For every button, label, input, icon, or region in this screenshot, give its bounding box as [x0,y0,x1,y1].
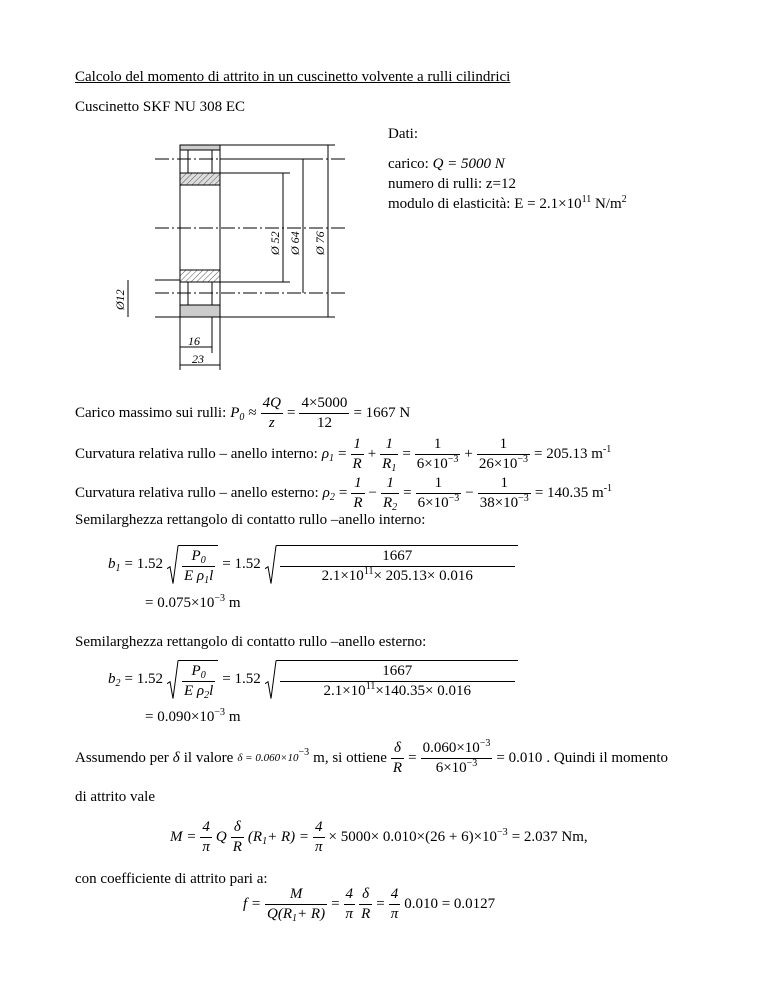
coef-result: 0.010 = 0.0127 [404,896,496,913]
frac-1-r [351,476,364,512]
coef-152: = 1.52 [124,556,163,573]
frac-den-base: R [382,455,392,472]
frac-delta-r [359,887,372,923]
dim-d52: Ø 52 [268,231,282,255]
delta-exp: −3 [298,747,310,759]
result-a: = 0.090×10 [145,709,215,725]
frac-num: 1667 [280,664,515,682]
elastic-line [388,194,627,212]
den-exp: −3 [466,757,478,769]
b2-sub: 2 [115,678,121,690]
semi-ext-result [145,707,241,725]
frac-num: 4 [344,887,356,905]
frac-num [182,664,215,682]
bearing-drawing [100,135,360,380]
curv-ext-label: Curvatura relativa rullo – anello esterno: [75,485,319,502]
semi-ext-eq [108,660,518,700]
frac-delta-r [231,820,244,856]
radical-icon [265,660,277,700]
coef-152: = 1.52 [124,671,163,688]
curv-int-result: = 205.13 m [533,446,603,463]
bearing-name: Cuscinetto SKF NU 308 EC [75,99,246,115]
page-title: Calcolo del momento di attrito in un cuscinetto volvente a rulli cilindrici [75,69,511,85]
carico-max-eq: Carico massimo sui rulli: $P_0$ ≈ $\frac{4Q}{z}$ = $\frac{4\times 5000}{12}$ = 1667 N [75,395,411,431]
assume-text-c: m, si ottiene [313,750,387,767]
frac-den-exp: −3 [518,492,529,504]
radical-icon [265,545,277,585]
frac-num: 1 [381,476,399,494]
curv-ext-result: = 140.35 m [534,485,604,502]
elastic-label: modulo di elasticità: [388,196,511,212]
frac-num: δ [359,887,372,905]
frac-num: 1 [351,476,364,494]
frac-numeric [280,549,515,585]
frac-den: R [361,905,371,922]
dim-d64: Ø 64 [288,231,302,255]
coef-152-b: = 1.52 [222,671,261,688]
assume-text-b: il valore [183,750,234,767]
num-base: 0.060×10 [422,740,480,756]
dim-d12: Ø12 [113,289,127,310]
frac-numeric [280,664,515,700]
frac-c [415,437,461,473]
den-end: + R) [297,905,326,922]
den-base: 6×10 [435,759,467,776]
coef-eq: f = $\frac{M}{Q(R_1+ R)}$ = $\frac{4}{\pi}$ $\frac{\delta}{R}$ = $\frac{4}{\pi}$ 0.010 = 0.0127 [243,886,496,924]
frac-1-r1 [380,437,398,473]
dim-w23: 23 [192,352,204,366]
frac-den: π [390,905,399,922]
semi-int-result [145,593,241,611]
carico-max-result: = 1667 N [353,405,411,422]
coef-text: con coefficiente di attrito pari a: [75,871,268,887]
frac-den-base: 38×10 [479,494,519,511]
b1-sub: 1 [115,563,121,575]
frac-4-pi [200,820,212,856]
frac-den: R [352,455,362,472]
den-exp: 11 [365,680,376,692]
p: P [191,663,201,679]
result-exp: −3 [214,593,226,604]
assume-text-a: Assumendo per [75,750,169,767]
frac-den: π [202,838,210,855]
frac-den-exp: −3 [517,453,528,465]
frac-num: 1 [415,437,461,455]
frac-den-base: 6×10 [416,455,448,472]
rho1: ρ [321,446,330,463]
frac-den: π [314,838,323,855]
sqrt-numeric [265,660,518,700]
frac-p0-erl [182,549,215,585]
carico-value: Q = 5000 N [432,156,505,172]
curv-int-eq: Curvatura relativa rullo – anello interno: $\rho_1$ = $\frac{1}{R}$ + $\frac{1}{R_1}$ = $\frac{1}{6\times 10^{-3}}$ + $\frac{1}{26\times 10^{-3}}$ = 205.13 $m^{-1}$ [75,436,612,474]
moment-eq [170,820,588,856]
curv-ext-exp: -1 [603,483,613,495]
dim-d76: Ø 76 [313,231,327,255]
rho2-sub: 2 [329,492,335,504]
radical-icon [167,660,179,700]
p-sub: 0 [200,670,206,681]
rho-sub: 1 [204,574,210,586]
frac-den: z [268,414,275,431]
l: l [209,682,214,699]
rho2: ρ [322,485,330,502]
elastic-unit: N/m [594,196,622,212]
erho: E ρ [183,682,205,699]
p0-sub: 0 [239,412,245,424]
frac-num: 4Q [261,396,283,414]
moment-result: = 2.037 Nm, [511,829,588,846]
frac-den: R [392,759,403,776]
result-unit: m [228,709,241,725]
den-exp: 11 [363,565,374,577]
sqrt-symbolic [167,545,218,585]
frac-numeric [299,396,349,432]
frac-numeric [421,738,493,777]
semi-int-heading: Semilarghezza rettangolo di contatto rullo –anello interno: [75,512,426,528]
frac-num: 1 [477,437,530,455]
frac-num: δ [231,820,244,838]
p: P [191,548,201,564]
elastic-unit-exp: 2 [621,194,627,205]
frac-den: π [345,905,354,922]
radical-icon [167,545,179,585]
frac-num: 4 [313,820,325,838]
den-b: × 205.13× 0.016 [373,567,473,584]
frac-den [416,494,462,512]
carico-max-label: Carico massimo sui rulli: [75,405,227,422]
frac-den [182,567,215,585]
paren-open: (R [247,829,263,846]
rulli-line: numero di rulli: z=12 [388,176,517,192]
sqrt-symbolic [167,660,218,700]
assume-text-d: . Quindi il momento [546,750,669,767]
curv-int-exp: -1 [602,444,612,456]
frac-num [182,549,215,567]
frac-den [381,494,399,512]
frac-den: R [232,838,242,855]
result-a: = 0.075×10 [145,595,215,611]
frac-den [478,494,531,512]
frac-1-r [351,437,364,473]
elastic-exp: 11 [581,194,592,205]
den-a: 2.1×10 [321,567,364,584]
curv-ext-eq: Curvatura relativa rullo – anello esterno: $\rho_2$ = $\frac{1}{R}$ − $\frac{1}{R_2}$ = $\frac{1}{6\times 10^{-3}}$ − $\frac{1}{38\times 10^{-3}}$ = 140.35 $m^{-1}$ [75,475,613,513]
den-a: Q(R [267,905,293,922]
frac-den-base: R [382,494,393,511]
frac-4-pi [344,887,356,923]
frac-num: 1 [416,476,462,494]
p0-symbol: P [230,405,240,422]
frac-den: 12 [316,414,332,431]
delta-value: δ = 0.060×10 [237,752,299,765]
assume-text-e: di attrito vale [75,789,155,805]
frac-d [478,476,531,512]
frac-den-sub: 2 [392,501,398,513]
frac-num: δ [391,741,404,759]
frac-p0-erl [182,664,215,700]
semi-int-eq [108,545,518,585]
assume-line: Assumendo per δ il valore $\delta = 0.060\times 10^{-3}$ m, si ottiene $\frac{\delta}{R}$ = $\frac{0.060\times 10^{-3}}{6\times 10^{-3}}$ = 0.010 . Quindi il momento [75,738,669,776]
den-a: 2.1×10 [323,682,366,699]
frac-den-sub: 1 [391,462,397,474]
dim-w16: 16 [188,334,200,348]
frac-den [265,905,327,923]
frac-num: 4×5000 [299,396,349,414]
l: l [209,567,214,584]
frac-num: 4 [200,820,212,838]
frac-4-pi-b [389,887,401,923]
carico-line [388,157,505,172]
sqrt-numeric [265,545,518,585]
b2: b [108,671,116,688]
rho-sub: 2 [204,689,210,701]
frac-num: 1 [380,437,398,455]
frac-num: 1 [351,437,364,455]
num-exp: −3 [479,738,491,749]
frac-den [380,455,398,473]
semi-ext-heading: Semilarghezza rettangolo di contatto rullo –anello esterno: [75,634,427,650]
frac-num: 1667 [280,549,515,567]
coef-152-b: = 1.52 [222,556,261,573]
frac-den [421,759,493,777]
moment-exp: −3 [497,827,508,839]
delta-symbol: δ [172,750,180,767]
frac-num [421,738,493,759]
den-sub: 1 [292,912,298,924]
p-sub: 0 [200,555,206,566]
ratio-result: = 0.010 [496,750,543,767]
frac-den [280,567,515,585]
q-symbol: Q [215,829,227,846]
frac-d [477,437,530,473]
frac-num: 4 [389,887,401,905]
curv-int-label: Curvatura relativa rullo – anello interno: [75,446,318,463]
b1: b [108,556,116,573]
dati-heading: Dati: [388,126,418,142]
den-b: ×140.35× 0.016 [375,682,471,699]
result-unit: m [228,595,241,611]
paren-sub: 1 [262,836,268,848]
moment-rest: × 5000× 0.010×(26 + 6)×10 [328,829,498,846]
frac-delta-r [391,741,404,777]
frac-den-base: 6×10 [417,494,449,511]
frac-c [416,476,462,512]
frac-den-exp: −3 [447,453,459,465]
frac-den: R [353,494,363,511]
frac-den-base: 26×10 [478,455,518,472]
elastic-value: E = 2.1×10 [514,196,582,212]
result-exp: −3 [214,707,226,718]
frac-den [182,682,215,700]
moment-lhs: M = [170,829,197,846]
frac-den-exp: −3 [448,492,460,504]
frac-num: 1 [478,476,531,494]
frac-den [415,455,461,473]
frac-4-pi-b [313,820,325,856]
frac-den [280,682,515,700]
frac-num: M [265,887,327,905]
carico-label: carico: [388,156,429,172]
rho1-sub: 1 [329,453,335,465]
frac-den [477,455,530,473]
approx-sign: ≈ [248,405,257,422]
erho: E ρ [183,567,205,584]
frac-m-q [265,887,327,923]
coef-lhs: f = [243,896,262,913]
paren-end: + R) = [267,829,309,846]
frac-4q-z [261,396,283,432]
frac-1-r2 [381,476,399,512]
